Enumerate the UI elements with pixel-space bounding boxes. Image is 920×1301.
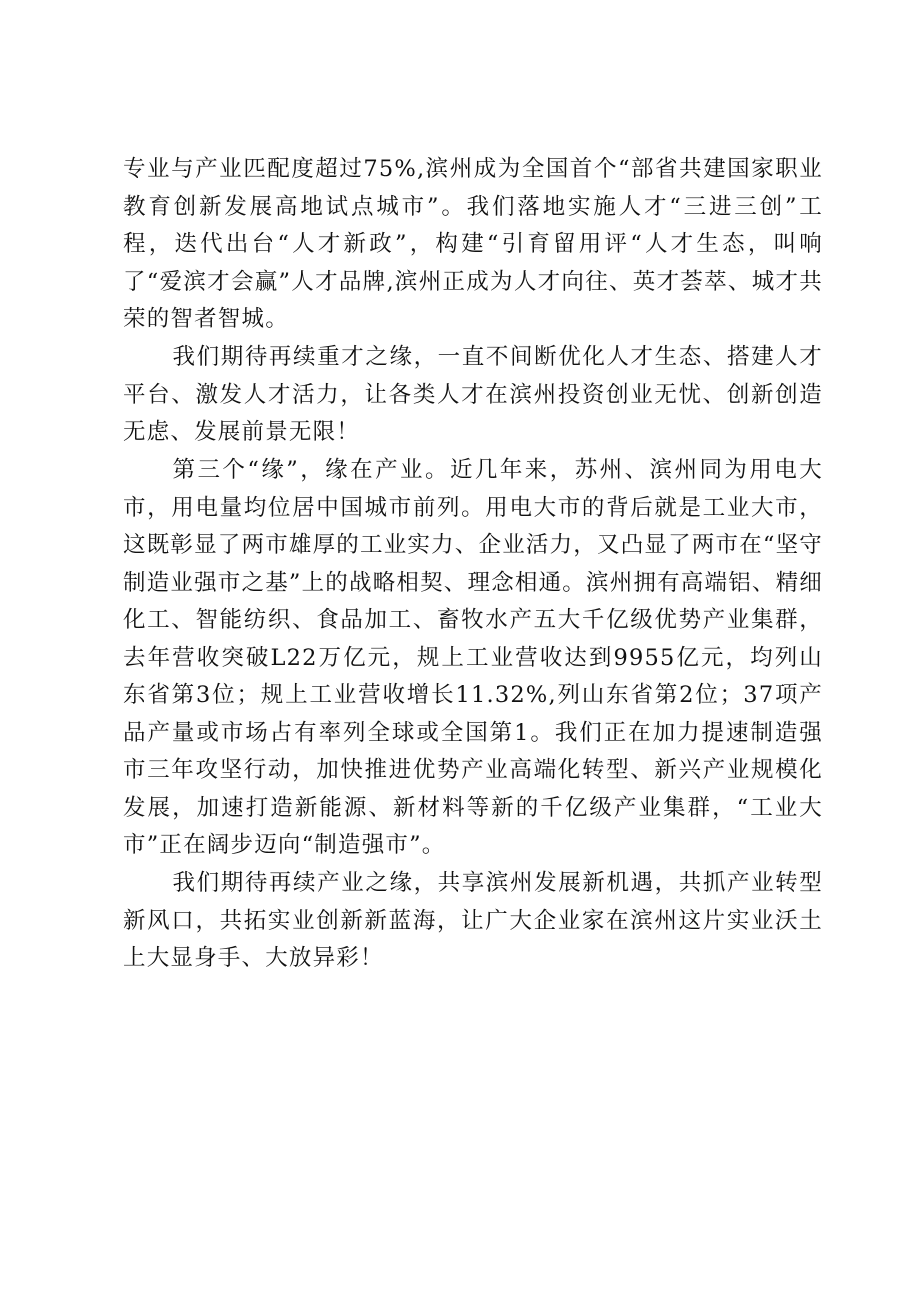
paragraph-4: 我们期待再续产业之缘，共享滨州发展新机遇，共抓产业转型新风口，共拓实业创新新蓝海，让广大企业家在滨州这片实业沃土上大显身手、大放异彩！ [123,870,823,972]
paragraph-2: 我们期待再续重才之缘，一直不间断优化人才生态、搭建人才平台、激发人才活力，让各类人才在滨州投资创业无忧、创新创造无虑、发展前景无限！ [123,344,823,446]
paragraph-1: 专业与产业匹配度超过75%,滨州成为全国首个“部省共建国家职业教育创新发展高地试点城市”。我们落地实施人才“三进三创”工程，迭代出台“人才新政”，构建“引育留用评“人才生态，叫响了“爱滨才会赢”人才品牌,滨州正成为人才向往、英才荟萃、城才共荣的智者智城。 [123,156,823,332]
document-body [123,151,823,978]
paragraph-3: 第三个“缘”，缘在产业。近几年来，苏州、滨州同为用电大市，用电量均位居中国城市前列。用电大市的背后就是工业大市，这既彰显了两市雄厚的工业实力、企业活力，又凸显了两市在“坚守制造业强市之基”上的战略相契、理念相通。滨州拥有高端铝、精细化工、智能纺织、食品加工、畜牧水产五大千亿级优势产业集群，去年营收突破L22万亿元，规上工业营收达到9955亿元，均列山东省第3位；规上工业营收增长11.32%,列山东省第2位；37项产品产量或市场占有率列全球或全国第1。我们正在加力提速制造强市三年攻坚行动，加快推进优势产业高端化转型、新兴产业规模化发展，加速打造新能源、新材料等新的千亿级产业集群，“工业大市”正在阔步迈向“制造强市”。 [123,457,824,859]
